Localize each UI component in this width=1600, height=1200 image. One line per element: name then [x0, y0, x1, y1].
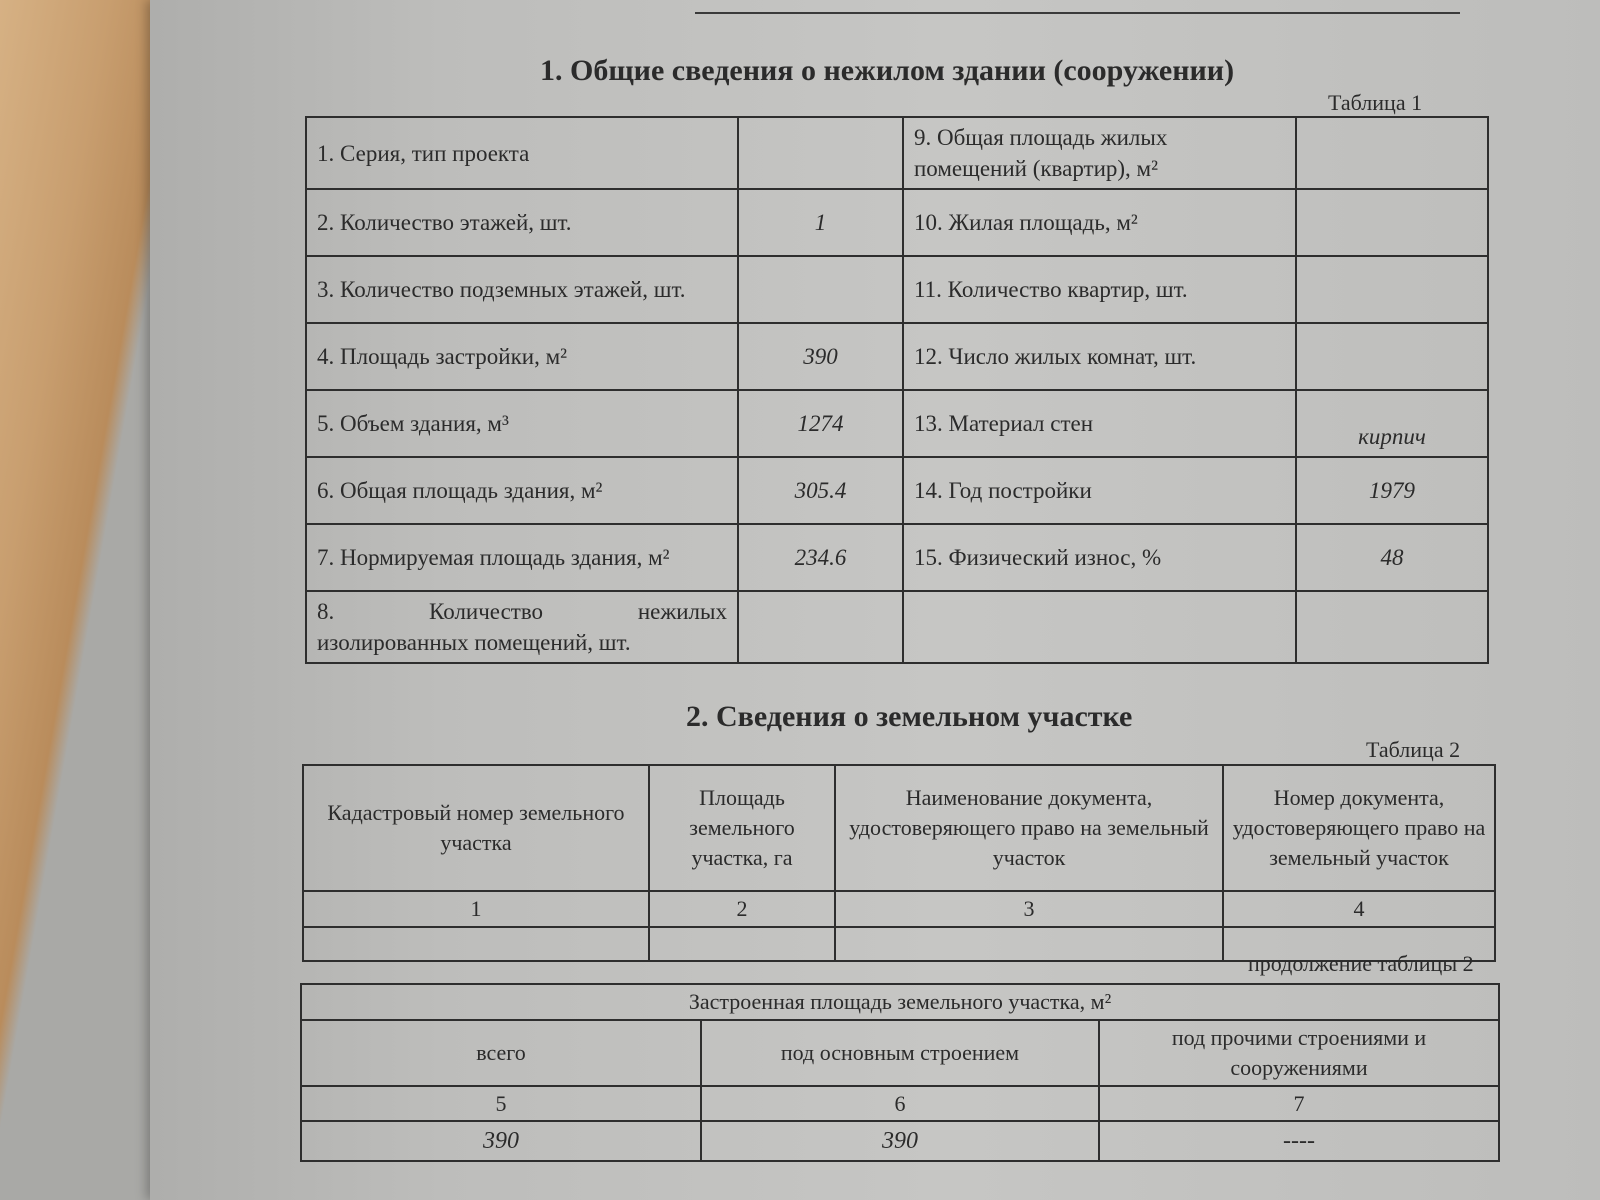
row-3-label: 3. Количество подземных этажей, шт. [306, 256, 738, 323]
row-2-label: 2. Количество этажей, шт. [306, 189, 738, 256]
col-number: 1 [303, 891, 649, 927]
table-1 [305, 116, 1489, 664]
table-row [306, 323, 1488, 390]
table-row [301, 1121, 1499, 1161]
table-header-row [301, 1020, 1499, 1086]
empty-cell [649, 927, 835, 961]
table-2 [302, 764, 1496, 962]
continuation-caption: продолжение таблицы 2 [1248, 951, 1474, 976]
row-1-value [738, 117, 903, 189]
row-11-value [1296, 256, 1488, 323]
row-8-number: 8. [317, 599, 335, 625]
built-area-title: Застроенная площадь земельного участка, м² [301, 984, 1499, 1020]
row-8-word2: нежилых [637, 599, 727, 625]
section-1-title: 1. Общие сведения о нежилом здании (сооружении) [540, 54, 1235, 87]
row-8-word1: Количество [429, 599, 544, 625]
table-row [306, 457, 1488, 524]
row-15-value: 48 [1296, 524, 1488, 591]
row-13-label: 13. Материал стен [903, 390, 1296, 457]
header-cadastral-number: Кадастровый номер земельного участка [303, 765, 649, 891]
row-2-value: 1 [738, 189, 903, 256]
table-row [306, 390, 1488, 457]
row-5-label: 5. Объем здания, м³ [306, 390, 738, 457]
empty-cell [835, 927, 1223, 961]
row-12-value [1296, 323, 1488, 390]
top-rule [695, 12, 1460, 14]
row-15-label: 15. Физический износ, % [903, 524, 1296, 591]
empty-cell [303, 927, 649, 961]
row-4-label: 4. Площадь застройки, м² [306, 323, 738, 390]
table-row [306, 524, 1488, 591]
row-8-value [738, 591, 903, 663]
header-document-name: Наименование документа, удостоверяющего право на земельный участок [835, 765, 1223, 891]
table-row [306, 256, 1488, 323]
row-10-value [1296, 189, 1488, 256]
row-9-label: 9. Общая площадь жилых помещений (квартир), м² [903, 117, 1296, 189]
column-number-row [301, 1086, 1499, 1122]
value-other-buildings: ---- [1099, 1121, 1499, 1161]
section-2-title: 2. Сведения о земельном участке [686, 700, 1133, 733]
row-1-label: 1. Серия, тип проекта [306, 117, 738, 189]
row-7-value: 234.6 [738, 524, 903, 591]
row-16-label [903, 591, 1296, 663]
row-6-label: 6. Общая площадь здания, м² [306, 457, 738, 524]
row-16-value [1296, 591, 1488, 663]
header-main-building: под основным строением [701, 1020, 1099, 1086]
row-6-value: 305.4 [738, 457, 903, 524]
value-total: 390 [301, 1121, 701, 1161]
row-8-label-line1 [317, 596, 727, 627]
table-row [306, 591, 1488, 663]
row-8-label [306, 591, 738, 663]
row-14-label: 14. Год постройки [903, 457, 1296, 524]
row-14-value: 1979 [1296, 457, 1488, 524]
row-13-value: кирпич [1296, 390, 1488, 457]
row-3-value [738, 256, 903, 323]
table-header-row [303, 765, 1495, 891]
table-row [306, 189, 1488, 256]
col-number: 5 [301, 1086, 701, 1122]
col-number: 6 [701, 1086, 1099, 1122]
table-2-continuation [300, 983, 1500, 1162]
table-title-row [301, 984, 1499, 1020]
value-main-building: 390 [701, 1121, 1099, 1161]
row-9-value [1296, 117, 1488, 189]
row-10-label: 10. Жилая площадь, м² [903, 189, 1296, 256]
col-number: 7 [1099, 1086, 1499, 1122]
col-number: 3 [835, 891, 1223, 927]
row-12-label: 12. Число жилых комнат, шт. [903, 323, 1296, 390]
row-7-label: 7. Нормируемая площадь здания, м² [306, 524, 738, 591]
column-number-row [303, 891, 1495, 927]
table-2-caption: Таблица 2 [1366, 737, 1461, 762]
col-number: 4 [1223, 891, 1495, 927]
col-number: 2 [649, 891, 835, 927]
row-5-value: 1274 [738, 390, 903, 457]
header-document-number: Номер документа, удостоверяющего право на земельный участок [1223, 765, 1495, 891]
row-11-label: 11. Количество квартир, шт. [903, 256, 1296, 323]
header-plot-area: Площадь земельного участка, га [649, 765, 835, 891]
table-row [306, 117, 1488, 189]
table-1-caption: Таблица 1 [1328, 90, 1423, 115]
header-other-buildings: под прочими строениями и сооружениями [1099, 1020, 1499, 1086]
header-total: всего [301, 1020, 701, 1086]
row-4-value: 390 [738, 323, 903, 390]
row-8-label-line2: изолированных помещений, шт. [317, 630, 631, 656]
